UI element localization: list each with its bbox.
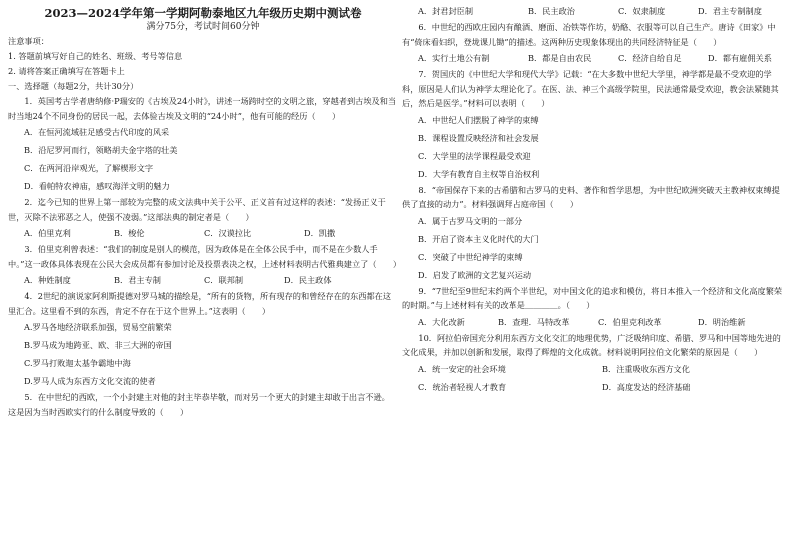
option-row [402, 313, 786, 331]
question-stem: 9．“7世纪至9世纪末约两个半世纪，对中国文化的追求和模仿，将日本推入一个经济和文化高度繁荣的时期。”与上述材料有关的改革是＿＿＿＿。（ ） [402, 285, 783, 310]
option[interactable]: A．实行土地公有制 [418, 53, 490, 63]
option[interactable]: D．君主专制制度 [698, 6, 762, 16]
right-column [402, 0, 786, 396]
option[interactable]: A．中世纪人们摆脱了神学的束缚 [418, 114, 539, 125]
question-stem: 7．贺国庆的《中世纪大学和现代大学》记载：“在大多数中世纪大学里，神学都是最不受欢迎的学科，原因是人们认为神学太理论化了。在医、法、神三个高级学院里，民法通常最受欢迎，教会法紧随其后，然后是医学。”材料可以表明（ ） [402, 69, 779, 108]
option[interactable]: D.罗马人成为东西方文化交流的使者 [24, 376, 156, 386]
option[interactable]: C．汉谟拉比 [204, 228, 252, 238]
question-stem: 5．在中世纪的西欧，一个小封建主对他的封主毕恭毕敬，而对另一个更大的封建主却敢于出言不逊。这是因为当时西欧实行的什么制度导致的（ ） [8, 392, 390, 417]
option[interactable]: A．封君封臣制 [418, 6, 474, 16]
option-row [8, 224, 398, 242]
option[interactable]: C．在两河沿岸观光，了解楔形文字 [24, 163, 154, 173]
question-stem: 2．迄今已知的世界上第一部较为完整的成文法典中关于公平、正义首有过这样的表述：“发扬正义于世，灭除不法邪恶之人，使强不凌弱。”这部法典的制定者是（ ） [8, 197, 386, 222]
option[interactable]: B．梭伦 [114, 228, 145, 238]
question-stem: 1．英国考古学者唐纳修·P瑞安的《古埃及24小时》，讲述一场跨时空的文明之旅，穿越者到古埃及和当时当地24个不同身份的居民一起，去体验古埃及文明的“24小时”，他有可能的经历（ ） [8, 96, 397, 121]
option[interactable]: A．大化改新 [418, 316, 465, 327]
option-row [402, 2, 786, 20]
option-row [402, 49, 786, 67]
option[interactable]: B．开启了资本主义化时代的大门 [418, 233, 539, 244]
option[interactable]: D．明治维新 [698, 316, 746, 327]
option[interactable]: D．启发了欧洲的文艺复兴运动 [418, 269, 532, 280]
option[interactable]: D．看帕特农神庙，感叹海洋文明的魅力 [24, 181, 170, 191]
option[interactable]: C.罗马打败迦太基争霸地中海 [24, 358, 131, 368]
option[interactable]: B．沿尼罗河而行，领略胡夫金字塔的壮美 [24, 145, 178, 155]
question-stem: 8．“帝国保存下来的古希腊和古罗马的史料、著作和哲学思想，为中世纪欧洲突破天主教神权束缚提供了直接的动力”。材料强调拜占庭帝国（ ） [402, 184, 780, 209]
notes-item: 2. 请将答案正确填写在答题卡上 [8, 66, 125, 76]
exam-subtitle: 满分75分，考试时间60分钟 [146, 22, 260, 32]
option[interactable]: A．统一安定的社会环境 [418, 363, 506, 374]
option[interactable]: B．查理．马特改革 [498, 316, 570, 327]
option[interactable]: B．都是自由农民 [528, 53, 592, 63]
option[interactable]: B．民主政治 [528, 6, 575, 16]
option[interactable]: D．大学有教育自主权等自治权利 [418, 168, 540, 179]
option[interactable]: C．伯里克利改革 [598, 316, 662, 327]
option[interactable]: B．君主专制 [114, 275, 161, 285]
option[interactable]: A．伯里克利 [24, 228, 71, 238]
question-stem: 10．阿拉伯帝国充分利用东西方文化交汇的地理优势，广泛吸纳印度、希腊、罗马和中国等地先进的文化成果，并加以创新和发展，取得了辉煌的文化成就。材料说明阿拉伯文化繁荣的原因是（ ） [402, 332, 781, 357]
notes-item: 1. 答题前填写好自己的姓名、班级、考号等信息 [8, 51, 183, 61]
question-stem: 6．中世纪的西欧庄园内有酿酒、磨面、冶铁等作坊，奶酪、衣服等可以自己生产。唐诗《田家》中有“倚床看妇织，登垅课儿锄”的描述。这两种历史现象体现出的共同经济特征是（ ） [402, 22, 776, 47]
option[interactable]: C．经济自给自足 [618, 53, 682, 63]
option[interactable]: C．突破了中世纪神学的束缚 [418, 251, 523, 262]
option[interactable]: A．在恒河流域驻足感受古代印度的风采 [24, 127, 170, 137]
option[interactable]: C．联邦制 [204, 275, 244, 285]
option[interactable]: A．种姓制度 [24, 275, 71, 285]
section-heading: 一、选择题（每题2分，共计30分） [8, 81, 139, 91]
option[interactable]: B．课程设置反映经济和社会发展 [418, 132, 539, 143]
option-row [8, 271, 398, 289]
option[interactable]: D．凯撒 [304, 228, 336, 238]
left-column [8, 0, 402, 419]
option[interactable]: A.罗马各地经济联系加强，贸易空前繁荣 [24, 322, 172, 332]
option[interactable]: D．高度发达的经济基础 [602, 381, 691, 392]
question-stem: 4．2世纪的演说家阿利斯提德对罗马城的描绘是，“所有的货物，所有现存的和曾经存在的东西都在这里汇合。这里看不到的东西，肯定不存在于这个世界上。”这表明（ ） [8, 291, 392, 316]
option[interactable]: C．统治者轻视人才教育 [418, 381, 507, 392]
option-grid [402, 360, 786, 396]
option[interactable]: B．注重吸收东西方文化 [602, 363, 690, 374]
option[interactable]: B.罗马成为地跨亚、欧、非三大洲的帝国 [24, 340, 172, 350]
option[interactable]: C．奴隶制度 [618, 6, 666, 16]
question-stem: 3．伯里克利曾表述：“我们的制度是别人的模范，因为政体是在全体公民手中，而不是在少数人手中。”这一政体具体表现在公民大会成员都有参加讨论及投票表决之权，上述材料表明古代雅典建立了（ ） [8, 244, 402, 269]
option[interactable]: A．属于古罗马文明的一部分 [418, 215, 523, 226]
exam-title: 2023—2024学年第一学期阿勒泰地区九年级历史期中测试卷 [44, 6, 362, 20]
notes-heading: 注意事项： [8, 36, 49, 46]
option[interactable]: D．都有雇佣关系 [708, 53, 772, 63]
option[interactable]: C．大学里的法学课程最受欢迎 [418, 150, 531, 161]
option[interactable]: D．民主政体 [284, 275, 332, 285]
